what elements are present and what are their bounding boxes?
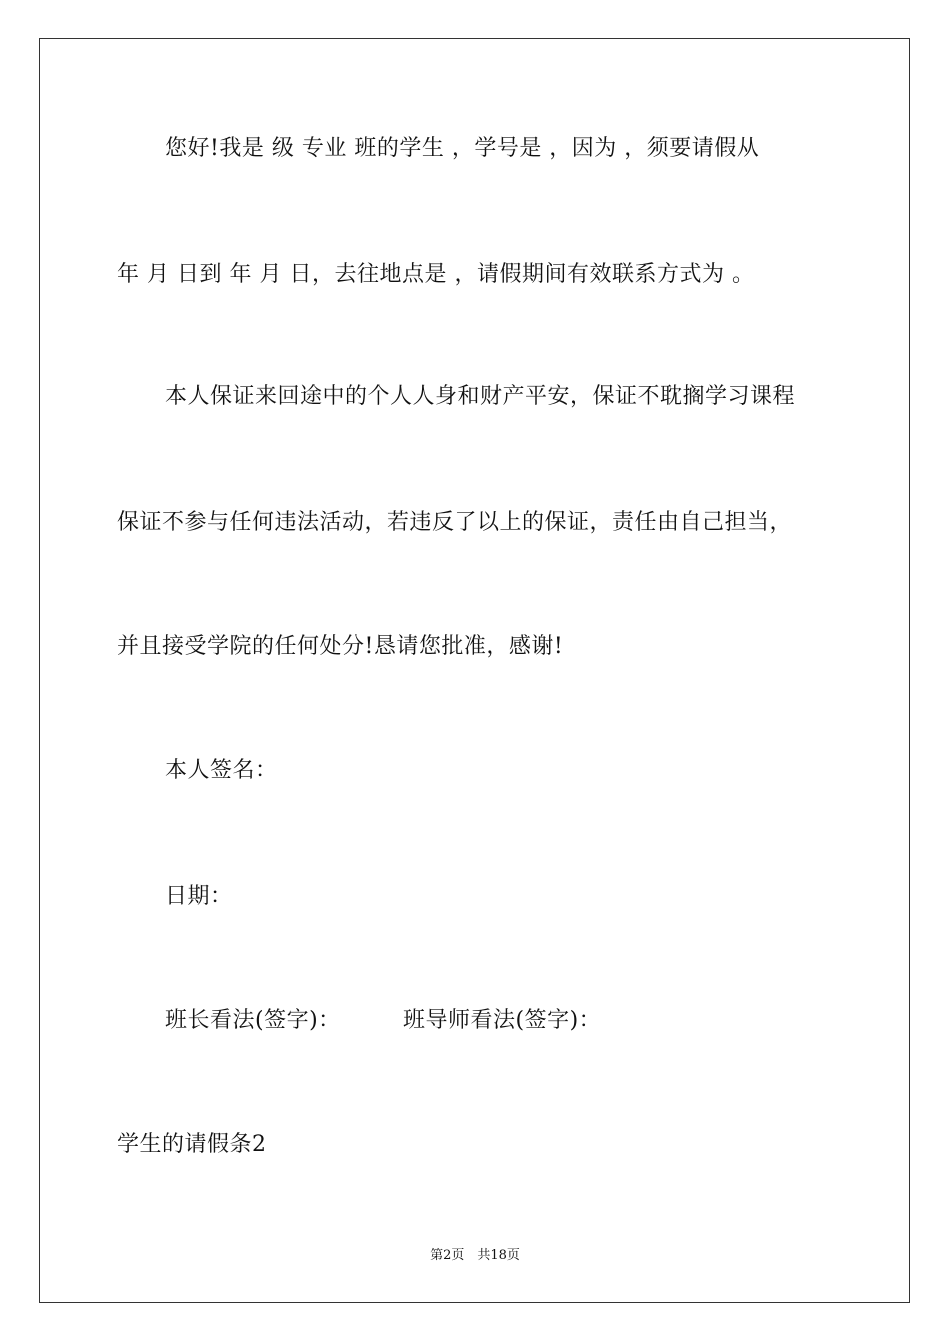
page-border [39, 38, 910, 1303]
paragraph-2-line-3: 并且接受学院的任何处分!恳请您批准，感谢! [117, 634, 564, 659]
date-label: 日期： [165, 884, 233, 909]
page-number-footer: 第2页 共18页 [430, 1248, 520, 1263]
monitor-opinion-label: 班长看法(签字)： [165, 1008, 341, 1033]
advisor-opinion-label: 班导师看法(签字)： [403, 1008, 602, 1033]
paragraph-1-line-2: 年 月 日到 年 月 日，去往地点是 ，请假期间有效联系方式为 。 [117, 262, 755, 287]
paragraph-2-line-1: 本人保证来回途中的个人人身和财产平安，保证不耽搁学习课程 [165, 384, 796, 409]
paragraph-1-line-1: 您好!我是 级 专业 班的学生 ，学号是 ，因为 ，须要请假从 [165, 136, 760, 161]
signature-label: 本人签名： [165, 758, 278, 783]
paragraph-2-line-2: 保证不参与任何违法活动，若违反了以上的保证，责任由自己担当， [117, 510, 793, 535]
section-title: 学生的请假条2 [117, 1132, 267, 1157]
